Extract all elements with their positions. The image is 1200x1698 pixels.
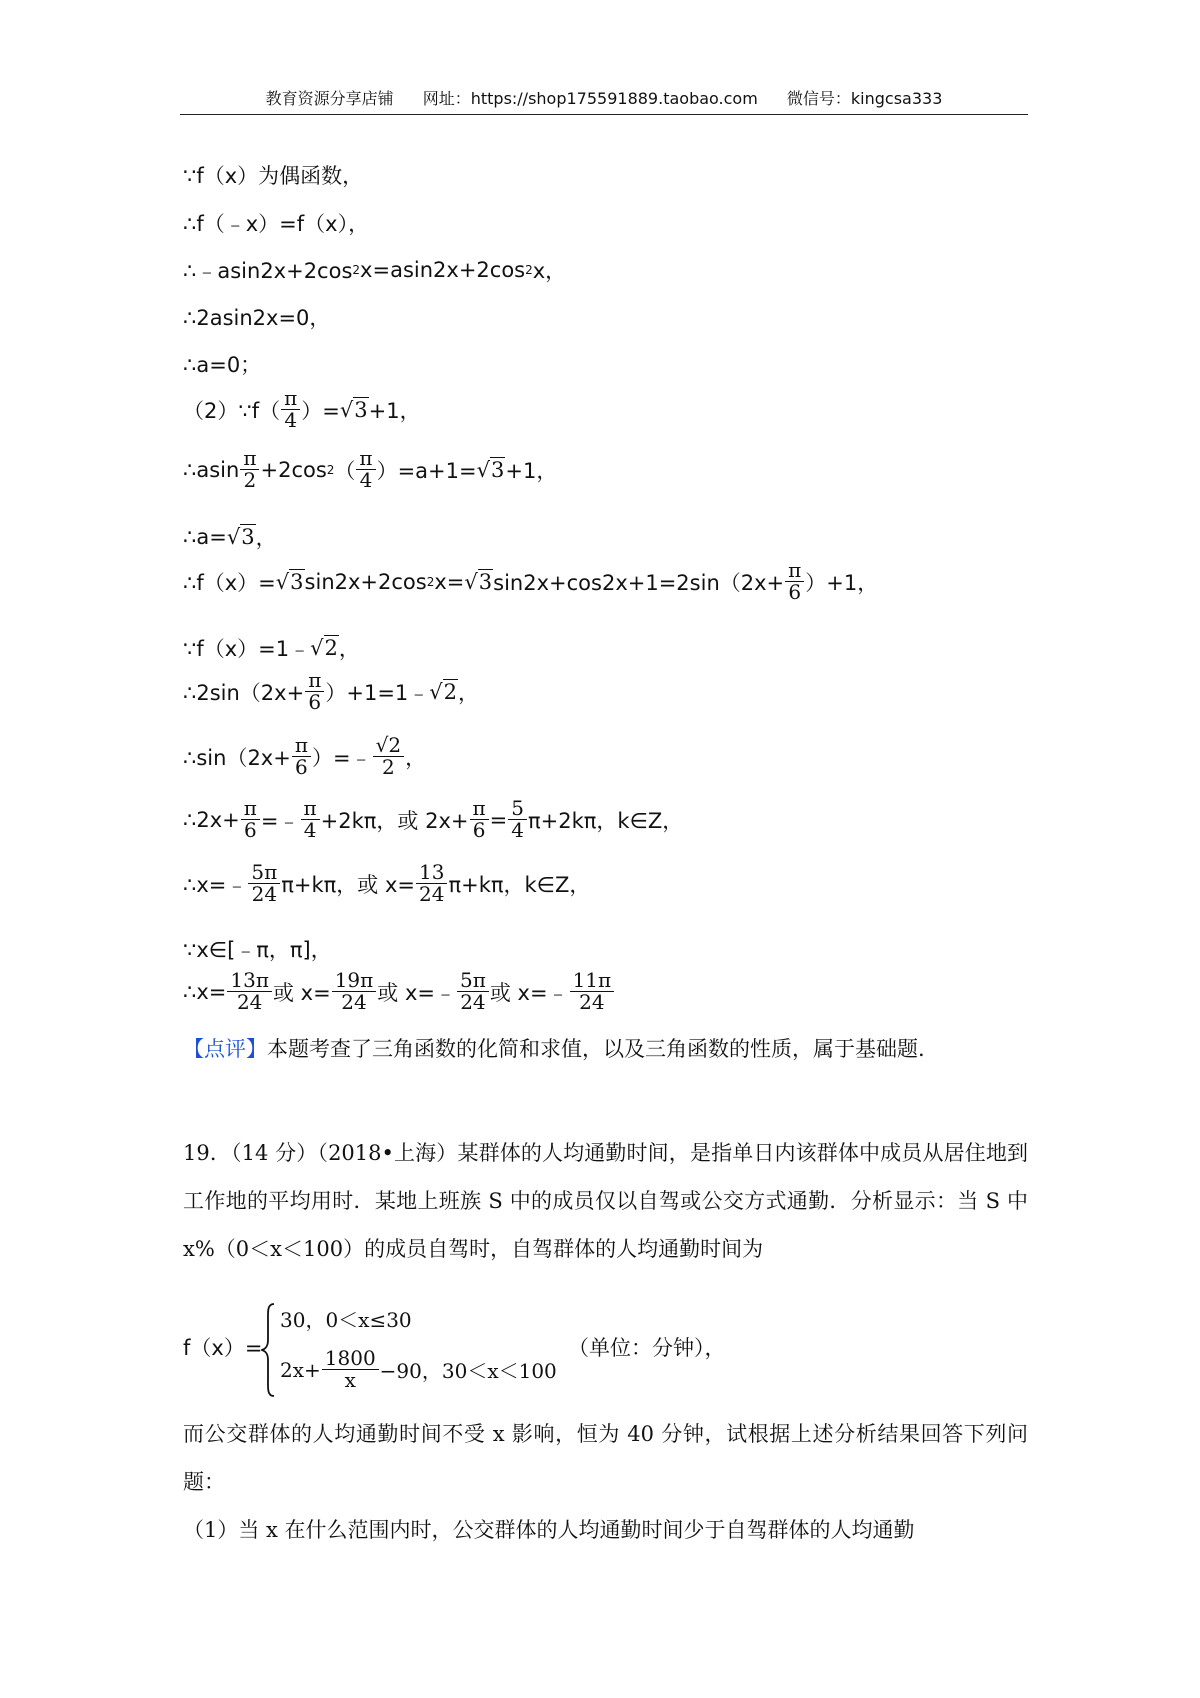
solution-line-5: ∴a=0； <box>183 353 262 377</box>
solution-line-11: ∴2sin（2x+ $\frac{\pi}{6}$ ）+1=1﹣ √2 ， <box>183 668 480 714</box>
sqrt: √2 <box>429 679 458 704</box>
question-1: （1）当 x 在什么范围内时，公交群体的人均通勤时间少于自驾群体的人均通勤 <box>183 1518 915 1542</box>
shop-name: 教育资源分享店铺 <box>265 89 394 108</box>
sqrt: √3 <box>476 457 505 482</box>
solution-line-12: ∴sin（2x+ $\frac{\pi}{6}$ ）=﹣ $\frac{√2}{2}$ ， <box>183 733 427 779</box>
page-header <box>180 84 1028 115</box>
fraction: $\frac{19\pi}{24}$ <box>332 970 377 1013</box>
fraction: $\frac{5}{4}$ <box>508 798 527 841</box>
solution-line-16: ∴x= $\frac{13\pi}{24}$ 或 x= $\frac{19\pi}{24}$ 或 x=﹣ $\frac{5\pi}{24}$ 或 x=﹣ $\frac{11\pi}{24}$ <box>183 970 615 1013</box>
shop-url: 网址：https://shop175591889.taobao.com <box>422 89 758 108</box>
solution-line-14: ∴x=﹣ $\frac{5\pi}{24}$ π+kπ，或 x= $\frac{13}{24}$ π+kπ，k∈Z， <box>183 860 591 906</box>
solution-line-15: ∵x∈[﹣π，π]， <box>183 938 332 962</box>
fraction: $\frac{\pi}{6}$ <box>241 798 260 841</box>
fraction: $\frac{5\pi}{24}$ <box>248 862 280 905</box>
fraction: $\frac{\pi}{6}$ <box>785 560 804 603</box>
solution-line-1: ∵f（x）为偶函数， <box>183 164 364 188</box>
wechat-id: 微信号：kingcsa333 <box>786 89 943 108</box>
comment-line <box>183 1033 925 1063</box>
solution-line-7: ∴asin $\frac{\pi}{2}$ +2cos 2 （ $\frac{\pi}{4}$ ）=a+1= √3 +1， <box>183 446 558 492</box>
fraction: $\frac{\pi}{2}$ <box>240 448 259 491</box>
solution-line-4: ∴2asin2x=0， <box>183 306 331 330</box>
solution-line-9: ∴f（x）= √3 sin2x+2cos 2 x= √3 sin2x+cos2x+1=2sin（2x+ $\frac{\pi}{6}$ ）+1， <box>183 558 879 604</box>
case-2: 2x+ $\frac{1800}{x}$ −90，30＜x＜100 <box>280 1346 557 1392</box>
fraction: $\frac{√2}{2}$ <box>373 735 404 778</box>
fraction: $\frac{\pi}{6}$ <box>305 670 324 713</box>
function-label: f（x）= <box>183 1336 263 1360</box>
fraction: $\frac{\pi}{6}$ <box>292 735 311 778</box>
fraction: $\frac{\pi}{6}$ <box>470 798 489 841</box>
left-brace <box>261 1302 275 1398</box>
fraction: $\frac{13\pi}{24}$ <box>227 970 272 1013</box>
fraction: $\frac{\pi}{4}$ <box>356 448 375 491</box>
fraction: $\frac{\pi}{4}$ <box>301 798 320 841</box>
solution-line-13: ∴2x+ $\frac{\pi}{6}$ =﹣ $\frac{\pi}{4}$ +2kπ，或 2x+ $\frac{\pi}{6}$ = $\frac{5}{4}$ π+2kπ，k∈Z， <box>183 796 684 842</box>
fraction: $\frac{13}{24}$ <box>416 862 447 905</box>
piecewise-function <box>183 1302 1028 1398</box>
solution-line-3: ∴﹣asin2x+2cos 2 x=asin2x+2cos 2 x， <box>183 258 567 283</box>
sqrt: √2 <box>310 636 338 660</box>
solution-line-6: （2）∵f（ $\frac{\pi}{4}$ ）= √3 +1， <box>183 386 421 432</box>
unit-note: （单位：分钟）， <box>568 1336 726 1360</box>
sqrt: √3 <box>339 397 368 422</box>
comment-tag: 【点评】 <box>183 1037 267 1061</box>
sqrt: √3 <box>275 569 304 594</box>
fraction: $\frac{\pi}{4}$ <box>281 388 300 431</box>
fraction: $\frac{1800}{x}$ <box>322 1348 379 1391</box>
solution-line-10: ∵f（x）=1﹣ √2 ， <box>183 636 360 661</box>
solution-line-2: ∴f（﹣x）=f（x）， <box>183 212 370 236</box>
problem-19-statement: 19．（14 分）（2018•上海）某群体的人均通勤时间，是指单日内该群体中成员从居住地到工作地的平均用时．某地上班族 S 中的成员仅以自驾或公交方式通勤．分析显示：当 S 中 x%（0＜x＜100）的成员自驾时，自驾群体的人均通勤时间为 <box>183 1141 1028 1261</box>
fraction: $\frac{11\pi}{24}$ <box>570 970 615 1013</box>
solution-line-8: ∴a= √3 ， <box>183 525 277 550</box>
comment-text: 本题考查了三角函数的化简和求值，以及三角函数的性质，属于基础题. <box>267 1037 925 1061</box>
fraction: $\frac{5\pi}{24}$ <box>457 970 489 1013</box>
sqrt: √3 <box>226 525 255 549</box>
problem-19-continued: 而公交群体的人均通勤时间不受 x 影响，恒为 40 分钟，试根据上述分析结果回答下列问题： <box>183 1422 1028 1494</box>
case-1: 30，0＜x≤30 <box>280 1308 412 1332</box>
sqrt: √3 <box>464 569 493 594</box>
